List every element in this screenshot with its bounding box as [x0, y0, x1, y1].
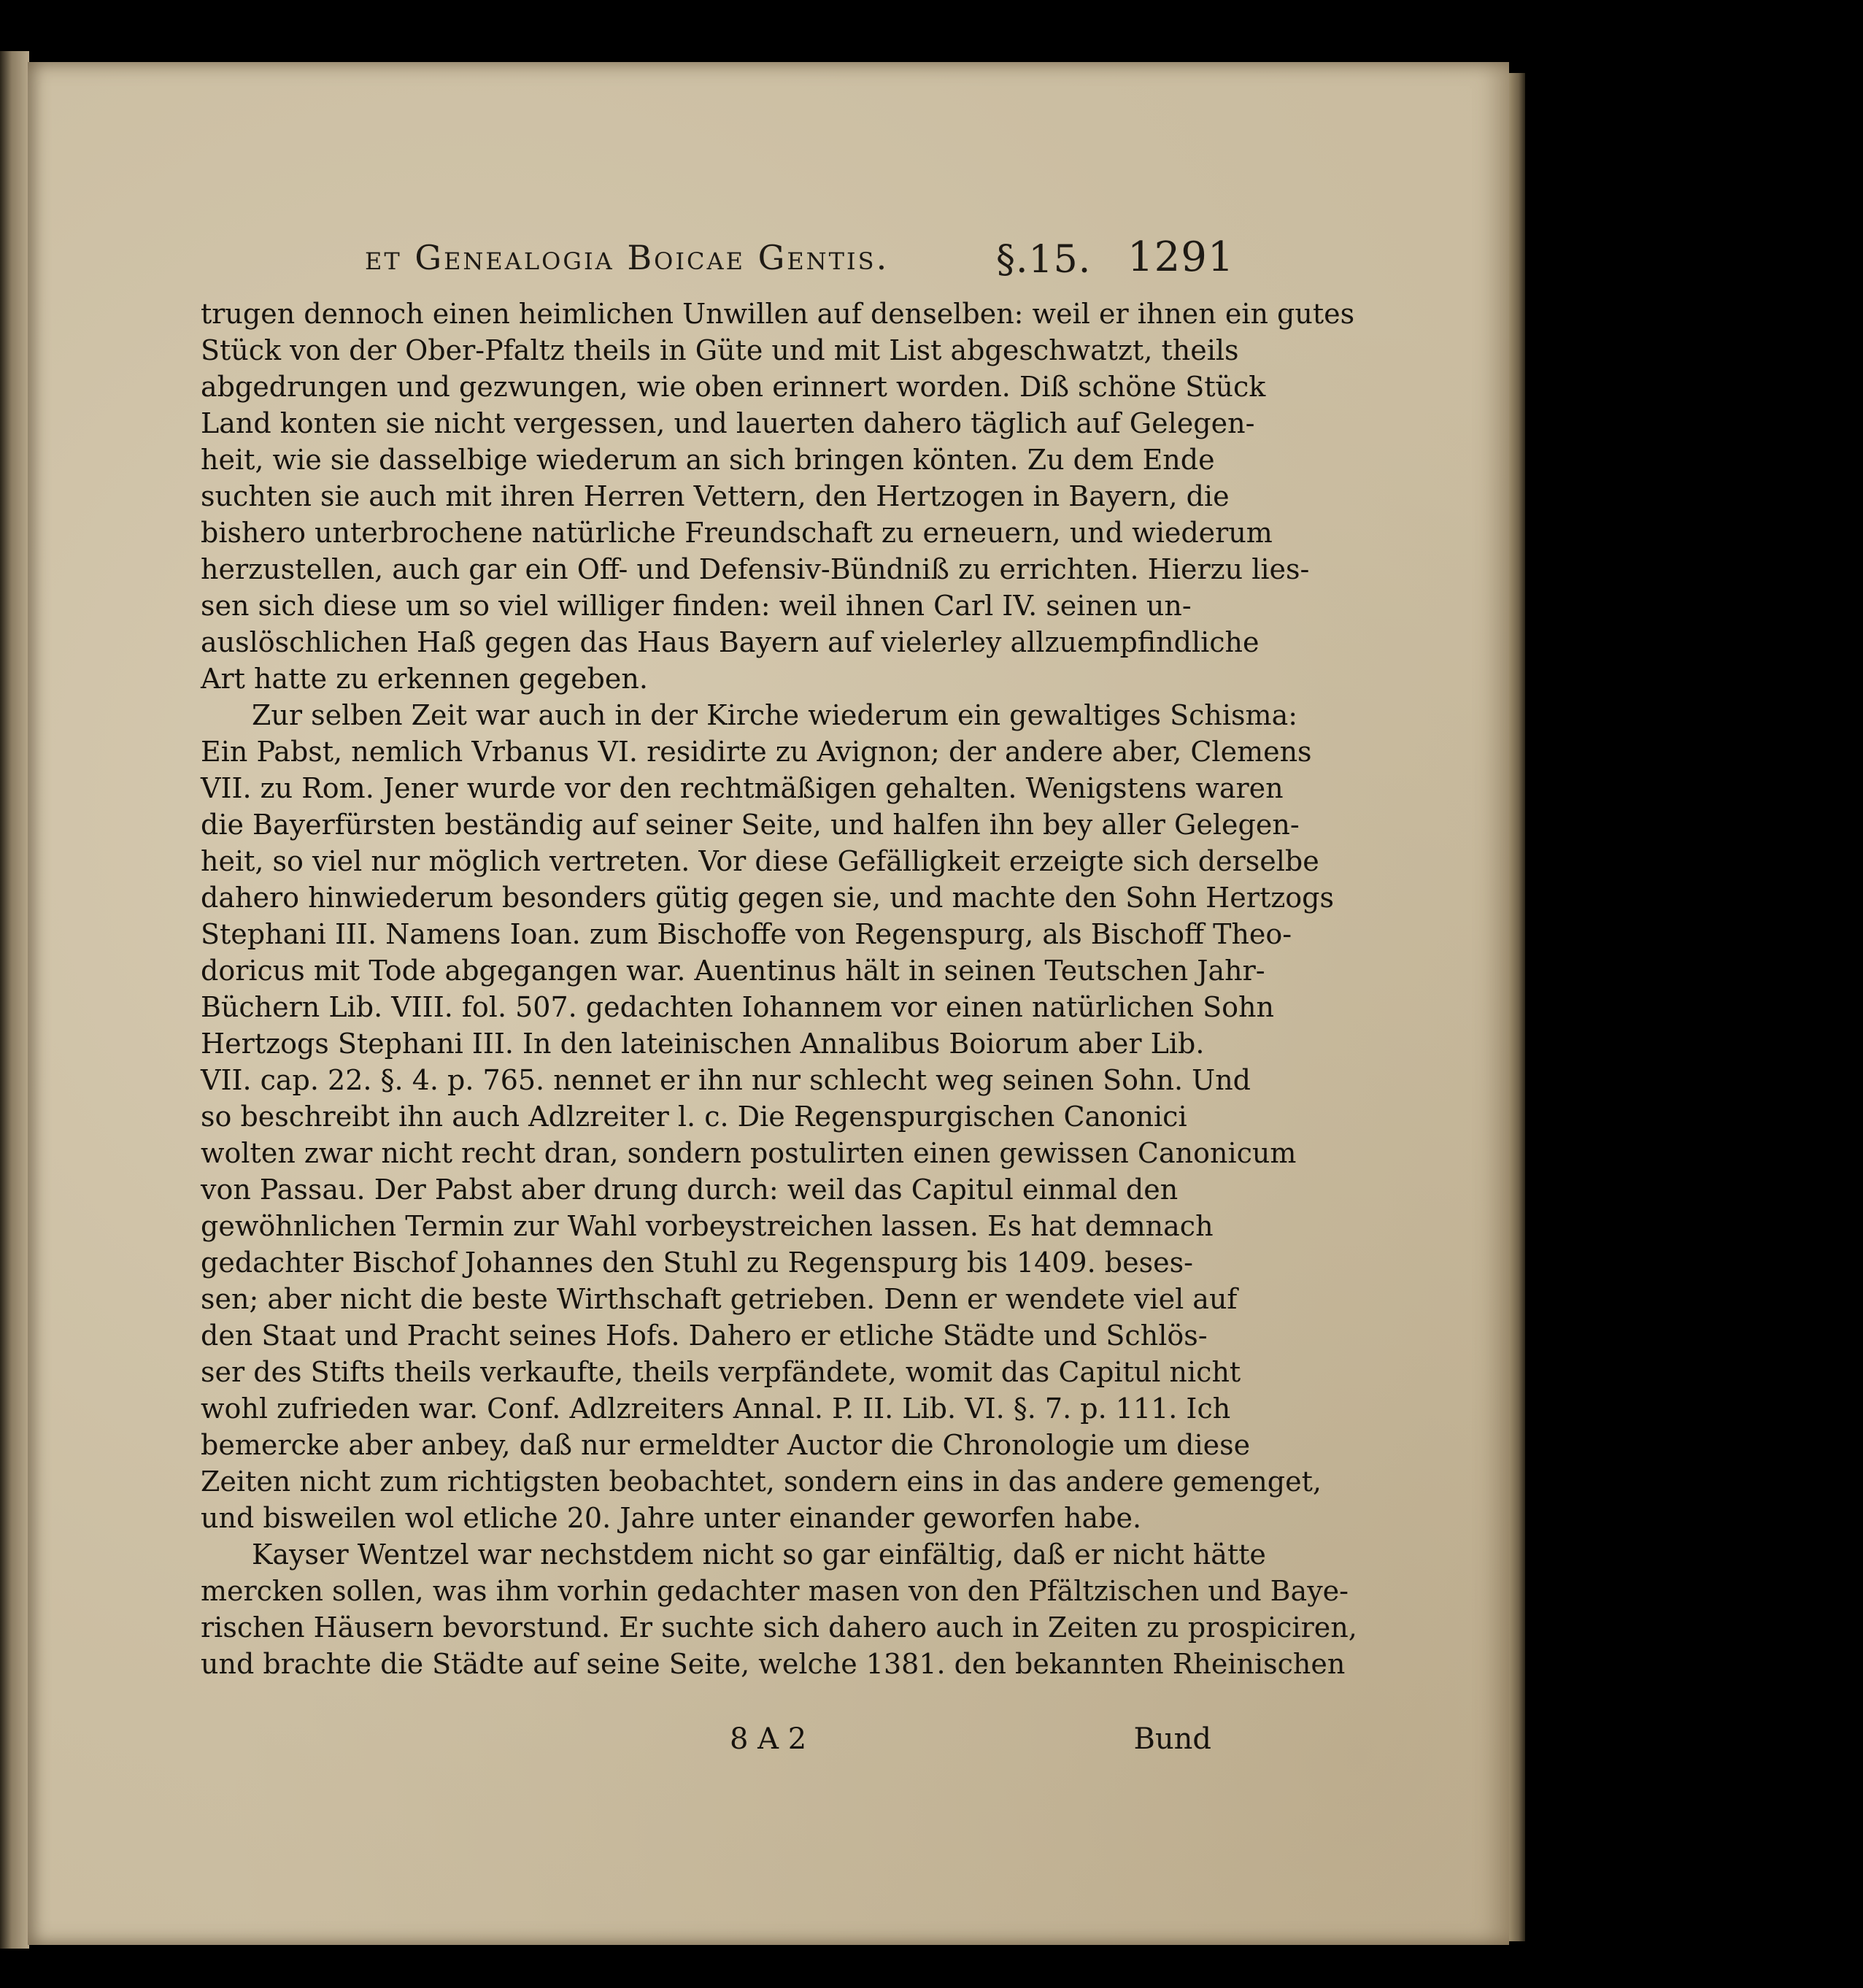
text-line: auslöschlichen Haß gegen das Haus Bayern auf vielerley allzuempfindliche: [201, 626, 1260, 658]
text-line: heit, so viel nur möglich vertreten. Vor diese Gefälligkeit erzeigte sich derselbe: [201, 845, 1319, 877]
text-line: suchten sie auch mit ihren Herren Vettern, den Hertzogen in Bayern, die: [201, 480, 1230, 512]
section-number: §.15.: [996, 238, 1092, 282]
text-line: sen sich diese um so viel williger finden: weil ihnen Carl IV. seinen un-: [201, 590, 1192, 622]
text-line: Ein Pabst, nemlich Vrbanus VI. residirte zu Avignon; der andere aber, Clemens: [201, 736, 1312, 768]
text-line: und brachte die Städte auf seine Seite, welche 1381. den bekannten Rheinischen: [201, 1648, 1346, 1680]
text-line: herzustellen, auch gar ein Off- und Defensiv-Bündniß zu errichten. Hierzu lies-: [201, 553, 1310, 585]
body-text: [201, 296, 1357, 1682]
text-line: Zur selben Zeit war auch in der Kirche wiederum ein gewaltiges Schisma:: [252, 699, 1298, 731]
text-line: rischen Häusern bevorstund. Er suchte sich dahero auch in Zeiten zu prospiciren,: [201, 1611, 1357, 1644]
text-line: Land konten sie nicht vergessen, und lauerten dahero täglich auf Gelegen-: [201, 407, 1255, 439]
text-line: bishero unterbrochene natürliche Freundschaft zu erneuern, und wiederum: [201, 517, 1273, 549]
text-line: ser des Stifts theils verkaufte, theils verpfändete, womit das Capitul nicht: [201, 1356, 1241, 1388]
page-number: 1291: [1127, 234, 1235, 281]
text-line: VII. cap. 22. §. 4. p. 765. nennet er ihn nur schlecht weg seinen Sohn. Und: [201, 1064, 1251, 1096]
text-line: Stück von der Ober-Pfaltz theils in Güte und mit List abgeschwatzt, theils: [201, 334, 1239, 366]
text-line: den Staat und Pracht seines Hofs. Dahero er etliche Städte und Schlös-: [201, 1319, 1208, 1352]
text-line: wolten zwar nicht recht dran, sondern postulirten einen gewissen Canonicum: [201, 1137, 1297, 1169]
text-line: dahero hinwiederum besonders gütig gegen sie, und machte den Sohn Hertzogs: [201, 882, 1334, 914]
text-line: abgedrungen und gezwungen, wie oben erinnert worden. Diß schöne Stück: [201, 371, 1266, 403]
text-line: Zeiten nicht zum richtigsten beobachtet, sondern eins in das andere gemenget,: [201, 1465, 1322, 1498]
text-line: Kayser Wentzel war nechstdem nicht so gar einfältig, daß er nicht hätte: [252, 1538, 1266, 1571]
running-header: [336, 232, 1235, 283]
text-line: von Passau. Der Pabst aber drung durch: weil das Capitul einmal den: [201, 1174, 1179, 1206]
text-line: sen; aber nicht die beste Wirthschaft getrieben. Denn er wendete viel auf: [201, 1283, 1238, 1315]
text-line: und bisweilen wol etliche 20. Jahre unter einander geworfen habe.: [201, 1502, 1142, 1534]
page-footer: [730, 1722, 1211, 1762]
text-line: bemercke aber anbey, daß nur ermeldter Auctor die Chronologie um diese: [201, 1429, 1251, 1461]
text-line: mercken sollen, was ihm vorhin gedachter masen von den Pfältzischen und Baye-: [201, 1575, 1349, 1607]
text-line: heit, wie sie dasselbige wiederum an sich bringen könten. Zu dem Ende: [201, 444, 1215, 476]
text-line: gedachter Bischof Johannes den Stuhl zu Regenspurg bis 1409. beses-: [201, 1247, 1193, 1279]
text-line: Büchern Lib. VIII. fol. 507. gedachten Iohannem vor einen natürlichen Sohn: [201, 991, 1274, 1023]
text-line: Hertzogs Stephani III. In den lateinischen Annalibus Boiorum aber Lib.: [201, 1028, 1205, 1060]
signature-mark: 8 A 2: [730, 1722, 807, 1756]
text-line: so beschreibt ihn auch Adlzreiter l. c. Die Regenspurgischen Canonici: [201, 1101, 1187, 1133]
left-page-edge: [0, 51, 29, 1949]
running-title: et Genealogia Boicae Gentis.: [365, 238, 890, 277]
text-line: doricus mit Tode abgegangen war. Auentinus hält in seinen Teutschen Jahr-: [201, 955, 1265, 987]
text-line: VII. zu Rom. Jener wurde vor den rechtmäßigen gehalten. Wenigstens waren: [201, 772, 1284, 804]
text-line: wohl zufrieden war. Conf. Adlzreiters Annal. P. II. Lib. VI. §. 7. p. 111. Ich: [201, 1392, 1231, 1425]
page-edge: [1509, 73, 1525, 1941]
text-line: trugen dennoch einen heimlichen Unwillen auf denselben: weil er ihnen ein gutes: [201, 298, 1355, 330]
text-line: die Bayerfürsten beständig auf seiner Seite, und halfen ihn bey aller Gelegen-: [201, 809, 1300, 841]
catchword: Bund: [1133, 1722, 1211, 1756]
text-line: Stephani III. Namens Ioan. zum Bischoffe von Regenspurg, als Bischoff Theo-: [201, 918, 1292, 950]
text-line: Art hatte zu erkennen gegeben.: [201, 663, 648, 695]
text-line: gewöhnlichen Termin zur Wahl vorbeystreichen lassen. Es hat demnach: [201, 1210, 1214, 1242]
